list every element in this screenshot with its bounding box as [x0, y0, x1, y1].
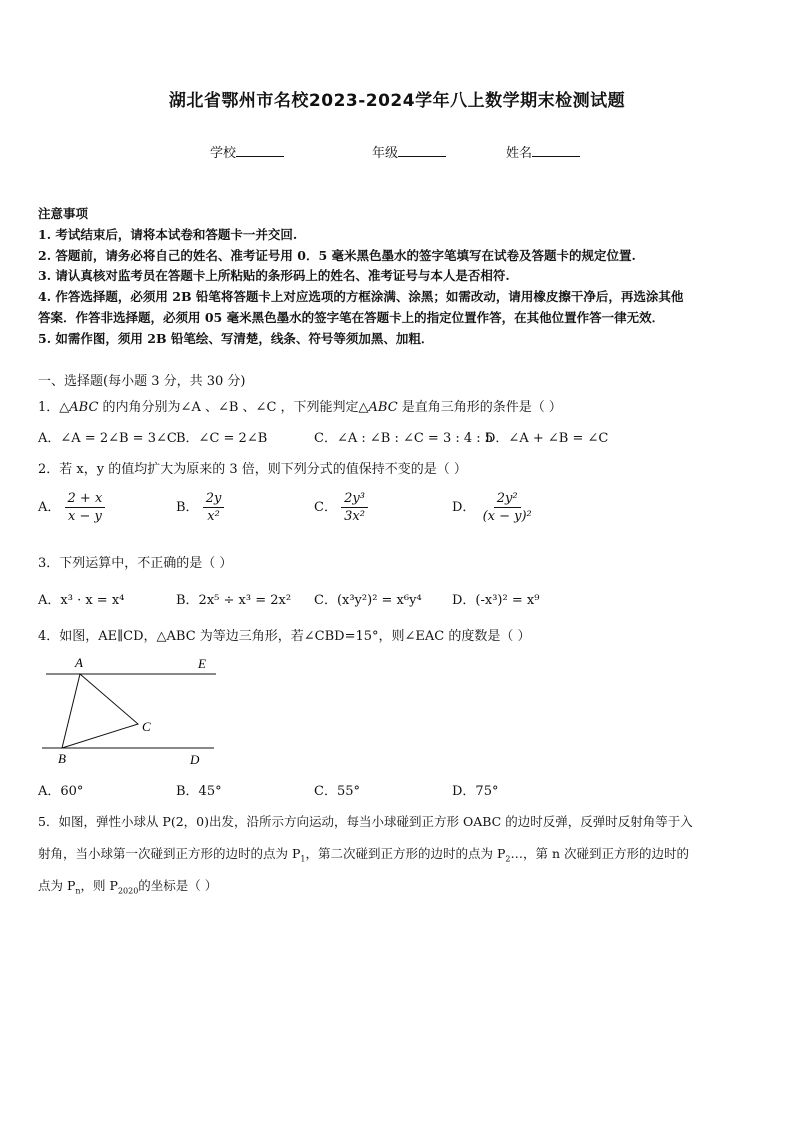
q5-line-3-pre: 点为 P — [38, 878, 76, 893]
school-blank — [236, 144, 284, 157]
q4-figure — [38, 652, 228, 770]
note-item: 4. 作答选择题，必须用 2B 铅笔将答题卡上对应选项的方框涂满、涂黑；如需改动，请用橡皮擦干净后，再选涂其他 — [38, 289, 684, 304]
q1-triangle: △ABC — [59, 400, 99, 415]
q5-line-3 — [38, 876, 217, 896]
q2-label-a: A． — [38, 500, 61, 515]
q5-line-2-mid: ，第二次碰到正方形的边时的点为 P — [305, 846, 506, 861]
school-label: 学校 — [210, 146, 237, 161]
grade-field — [372, 142, 446, 161]
q1-option-a: A．∠A = 2∠B = 3∠C — [38, 431, 177, 446]
q2-option-a — [38, 491, 105, 524]
grade-label: 年级 — [372, 146, 399, 161]
q4-option-c: C．55° — [314, 784, 360, 799]
fraction-denominator: x − y — [67, 509, 102, 524]
q3-stem: 3．下列运算中，不正确的是（ ） — [38, 556, 233, 571]
q1-option-b: B．∠C = 2∠B — [176, 431, 268, 446]
q4-option-d: D．75° — [452, 784, 499, 799]
q5-line-2-post: …，第 n 次碰到正方形的边时的 — [510, 846, 689, 861]
fraction-denominator: (x − y)² — [482, 509, 532, 524]
fraction-numerator: 2y³ — [341, 491, 368, 508]
q2-fraction-c — [341, 491, 368, 524]
q3-option-b: B．2x⁵ ÷ x³ = 2x² — [176, 593, 292, 608]
fraction-denominator: x² — [207, 509, 220, 524]
note-item: 2. 答题前，请务必将自己的姓名、准考证号用 0．5 毫米黑色墨水的签字笔填写在试卷及答题卡的规定位置. — [38, 248, 636, 263]
q1-triangle-2: △ABC — [358, 400, 398, 415]
note-item: 5. 如需作图，须用 2B 铅笔绘、写清楚，线条、符号等须加黑、加粗． — [38, 331, 434, 346]
school-field — [210, 142, 284, 161]
q2-label-b: B． — [176, 500, 199, 515]
q5-sub-2020: 2020 — [117, 886, 139, 896]
q1-number: 1． — [38, 400, 60, 415]
note-item: 答案．作答非选择题，必须用 05 毫米黑色墨水的签字笔在答题卡上的指定位置作答，在其他位置作答一律无效． — [38, 310, 665, 325]
q3-option-a: A．x³ · x = x⁴ — [38, 593, 125, 608]
q5-sub-1: 1 — [300, 854, 306, 864]
q4-stem: 4．如图，AE∥CD，△ABC 为等边三角形，若∠CBD=15°，则∠EAC 的度数是（ ） — [38, 629, 531, 644]
point-label-c: C — [142, 719, 151, 734]
q2-stem: 2．若 x，y 的值均扩大为原来的 3 倍，则下列分式的值保持不变的是（ ） — [38, 462, 467, 477]
q4-option-a: A．60° — [38, 784, 84, 799]
fraction-denominator: 3x² — [344, 509, 365, 524]
q2-option-c — [314, 491, 368, 524]
q5-line-3-mid: ，则 P — [80, 878, 118, 893]
q2-fraction-d — [480, 491, 535, 524]
point-label-e: E — [198, 656, 206, 671]
q2-label-c: C． — [314, 500, 337, 515]
q4-option-b: B．45° — [176, 784, 222, 799]
q1-stem — [38, 396, 562, 415]
grade-blank — [398, 144, 446, 157]
q5-sub-2: 2 — [505, 854, 511, 864]
notes-heading: 注意事项 — [38, 206, 89, 221]
page-title: 湖北省鄂州市名校2023-2024学年八上数学期末检测试题 — [168, 91, 626, 111]
note-item: 1. 考试结束后，请将本试卷和答题卡一并交回. — [38, 227, 298, 242]
fraction-numerator: 2y — [203, 491, 225, 508]
name-blank — [532, 144, 580, 157]
fraction-numerator: 2 + x — [65, 491, 106, 508]
q1-option-d: D．∠A + ∠B = ∠C — [485, 431, 609, 446]
q5-line-2-pre: 射角，当小球第一次碰到正方形的边时的点为 P — [38, 846, 301, 861]
q1-stem-mid: 的内角分别为∠A 、∠B 、∠C ，下列能判定 — [98, 400, 359, 415]
fraction-numerator: 2y² — [494, 491, 521, 508]
q5-line-1: 5．如图，弹性小球从 P(2，0)出发，沿所示方向运动，每当小球碰到正方形 OABC 的边时反弹，反弹时反射角等于入 — [38, 814, 693, 829]
q3-option-c: C．(x³y²)² = x⁶y⁴ — [314, 593, 422, 608]
q2-fraction-a — [65, 491, 106, 524]
name-label: 姓名 — [506, 146, 533, 161]
point-label-d: D — [190, 752, 200, 767]
q5-line-3-post: 的坐标是（ ） — [138, 878, 218, 893]
q1-stem-post: 是直角三角形的条件是（ ） — [397, 400, 562, 415]
point-label-a: A — [75, 655, 83, 670]
note-item: 3. 请认真核对监考员在答题卡上所粘贴的条形码上的姓名、准考证号与本人是否相符. — [38, 268, 510, 283]
q2-label-d: D． — [452, 500, 476, 515]
q1-option-c: C．∠A : ∠B : ∠C = 3 : 4 : 5 — [314, 431, 494, 446]
q5-sub-n: n — [75, 886, 81, 896]
name-field — [506, 142, 580, 161]
q2-option-d — [452, 491, 535, 524]
q3-option-d: D．(-x³)² = x⁹ — [452, 593, 540, 608]
q2-fraction-b — [203, 491, 225, 524]
q2-option-b — [176, 491, 224, 524]
point-label-b: B — [58, 751, 66, 766]
triangle-abc — [62, 674, 138, 748]
section-heading: 一、选择题(每小题 3 分，共 30 分) — [38, 374, 246, 389]
q5-line-2 — [38, 844, 689, 864]
